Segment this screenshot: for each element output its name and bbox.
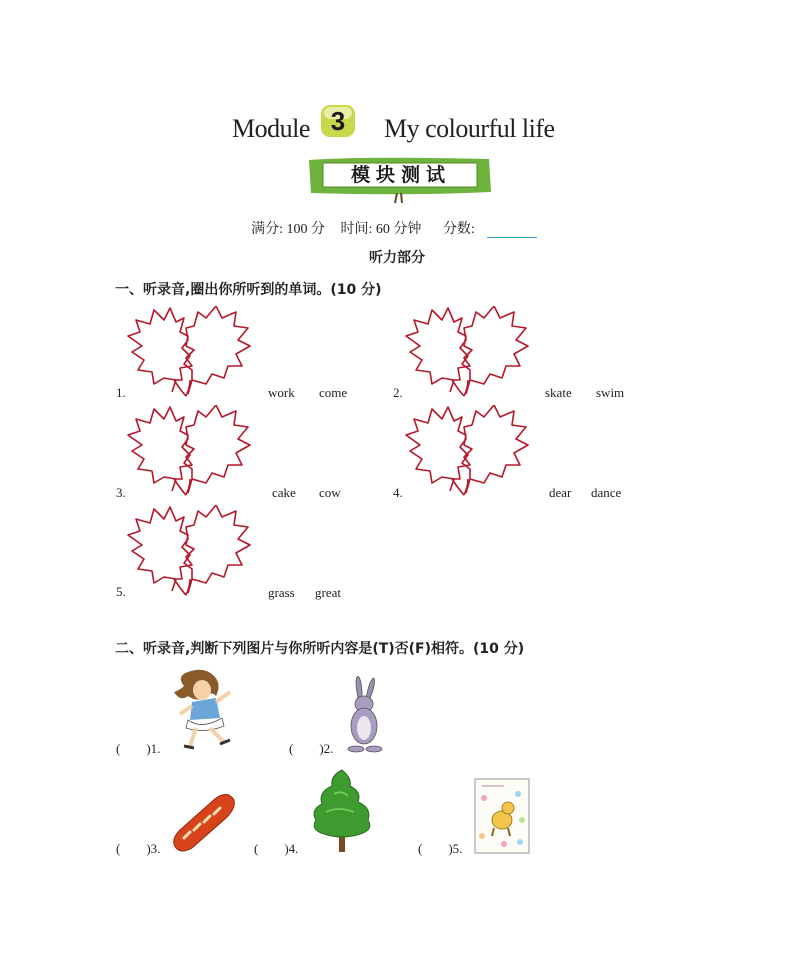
question2-heading: 二、听录音,判断下列图片与你所听内容是(T)否(F)相符。(10 分) [115,641,525,657]
word-option[interactable]: grass [268,585,295,600]
time-limit: 时间: 60 分钟 [340,222,422,237]
item-number: 5. [116,584,126,599]
item-number: 3. [116,485,126,500]
rabbit-picture [340,676,386,754]
module-title-prefix: Module [232,114,310,143]
answer-blank[interactable]: ( )3. [116,841,161,856]
word-option[interactable]: dance [591,485,622,500]
item-number: 1. [116,385,126,400]
listening-section-title: 听力部分 [369,250,425,266]
dancing-girl-picture [170,668,242,754]
score-label: 分数: [442,222,475,237]
word-option[interactable]: come [319,385,348,400]
answer-blank[interactable]: ( )2. [289,741,334,756]
item-number: 4. [393,485,403,500]
leaf-icon [124,306,254,398]
word-option[interactable]: skate [545,385,572,400]
card-picture [474,778,530,854]
answer-blank[interactable]: ( )5. [418,841,463,856]
module-number-badge [320,104,356,138]
score-blank[interactable] [487,223,537,238]
word-option[interactable]: swim [596,385,625,400]
word-option[interactable]: work [268,385,295,400]
full-score: 满分: 100 分 [251,222,326,237]
answer-blank[interactable]: ( )4. [254,841,299,856]
item-number: 2. [393,385,403,400]
question1-heading: 一、听录音,圈出你所听到的单词。(10 分) [115,282,382,298]
test-banner [305,156,493,204]
banner-label: 模块测试 [350,164,451,186]
word-option[interactable]: cake [272,485,296,500]
module-number: 3 [330,106,346,136]
leaf-icon [124,505,254,597]
exam-info [0,218,794,238]
leaf-icon [402,306,532,398]
tree-picture [308,768,376,854]
bread-picture [170,792,236,854]
word-option[interactable]: dear [549,485,572,500]
module-title: My colourful life [384,114,555,143]
word-option[interactable]: great [315,585,341,600]
answer-blank[interactable]: ( )1. [116,741,161,756]
leaf-icon [402,405,532,497]
leaf-icon [124,405,254,497]
word-option[interactable]: cow [319,485,341,500]
